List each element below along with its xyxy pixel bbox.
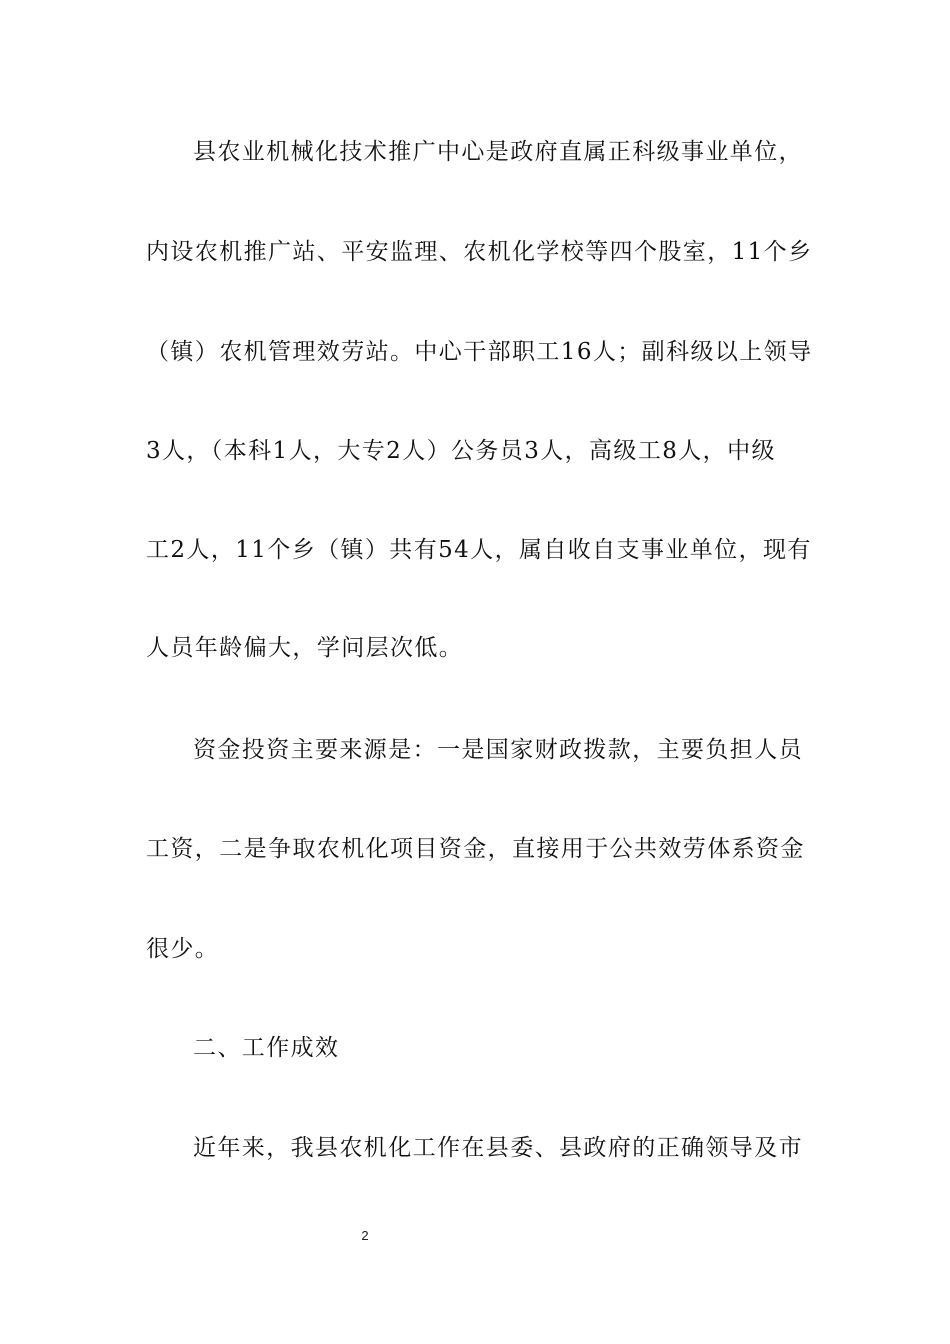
paragraph-2-line-1: 资金投资主要来源是：一是国家财政拨款，主要负担人员 (193, 737, 803, 763)
paragraph-1-line-5: 工2人，11个乡（镇）共有54人，属自收自支事业单位，现有 (146, 537, 812, 563)
page-number: 2 (361, 1228, 369, 1243)
paragraph-1-line-2: 内设农机推广站、平安监理、农机化学校等四个股室，11个乡 (146, 239, 813, 265)
paragraph-1-line-4: 3人，（本科1人，大专2人）公务员3人，高级工8人，中级 (146, 438, 776, 464)
paragraph-3-line-1: 近年来，我县农机化工作在县委、县政府的正确领导及市 (193, 1135, 803, 1161)
paragraph-2-line-2: 工资，二是争取农机化项目资金，直接用于公共效劳体系资金 (146, 836, 805, 862)
paragraph-1-line-6: 人员年龄偏大，学问层次低。 (146, 635, 464, 661)
paragraph-1-line-1: 县农业机械化技术推广中心是政府直属正科级事业单位， (193, 139, 803, 165)
paragraph-2-line-3: 很少。 (146, 936, 220, 962)
paragraph-1-line-3: （镇）农机管理效劳站。中心干部职工16人；副科级以上领导 (146, 339, 813, 365)
section-heading: 二、工作成效 (193, 1035, 340, 1061)
